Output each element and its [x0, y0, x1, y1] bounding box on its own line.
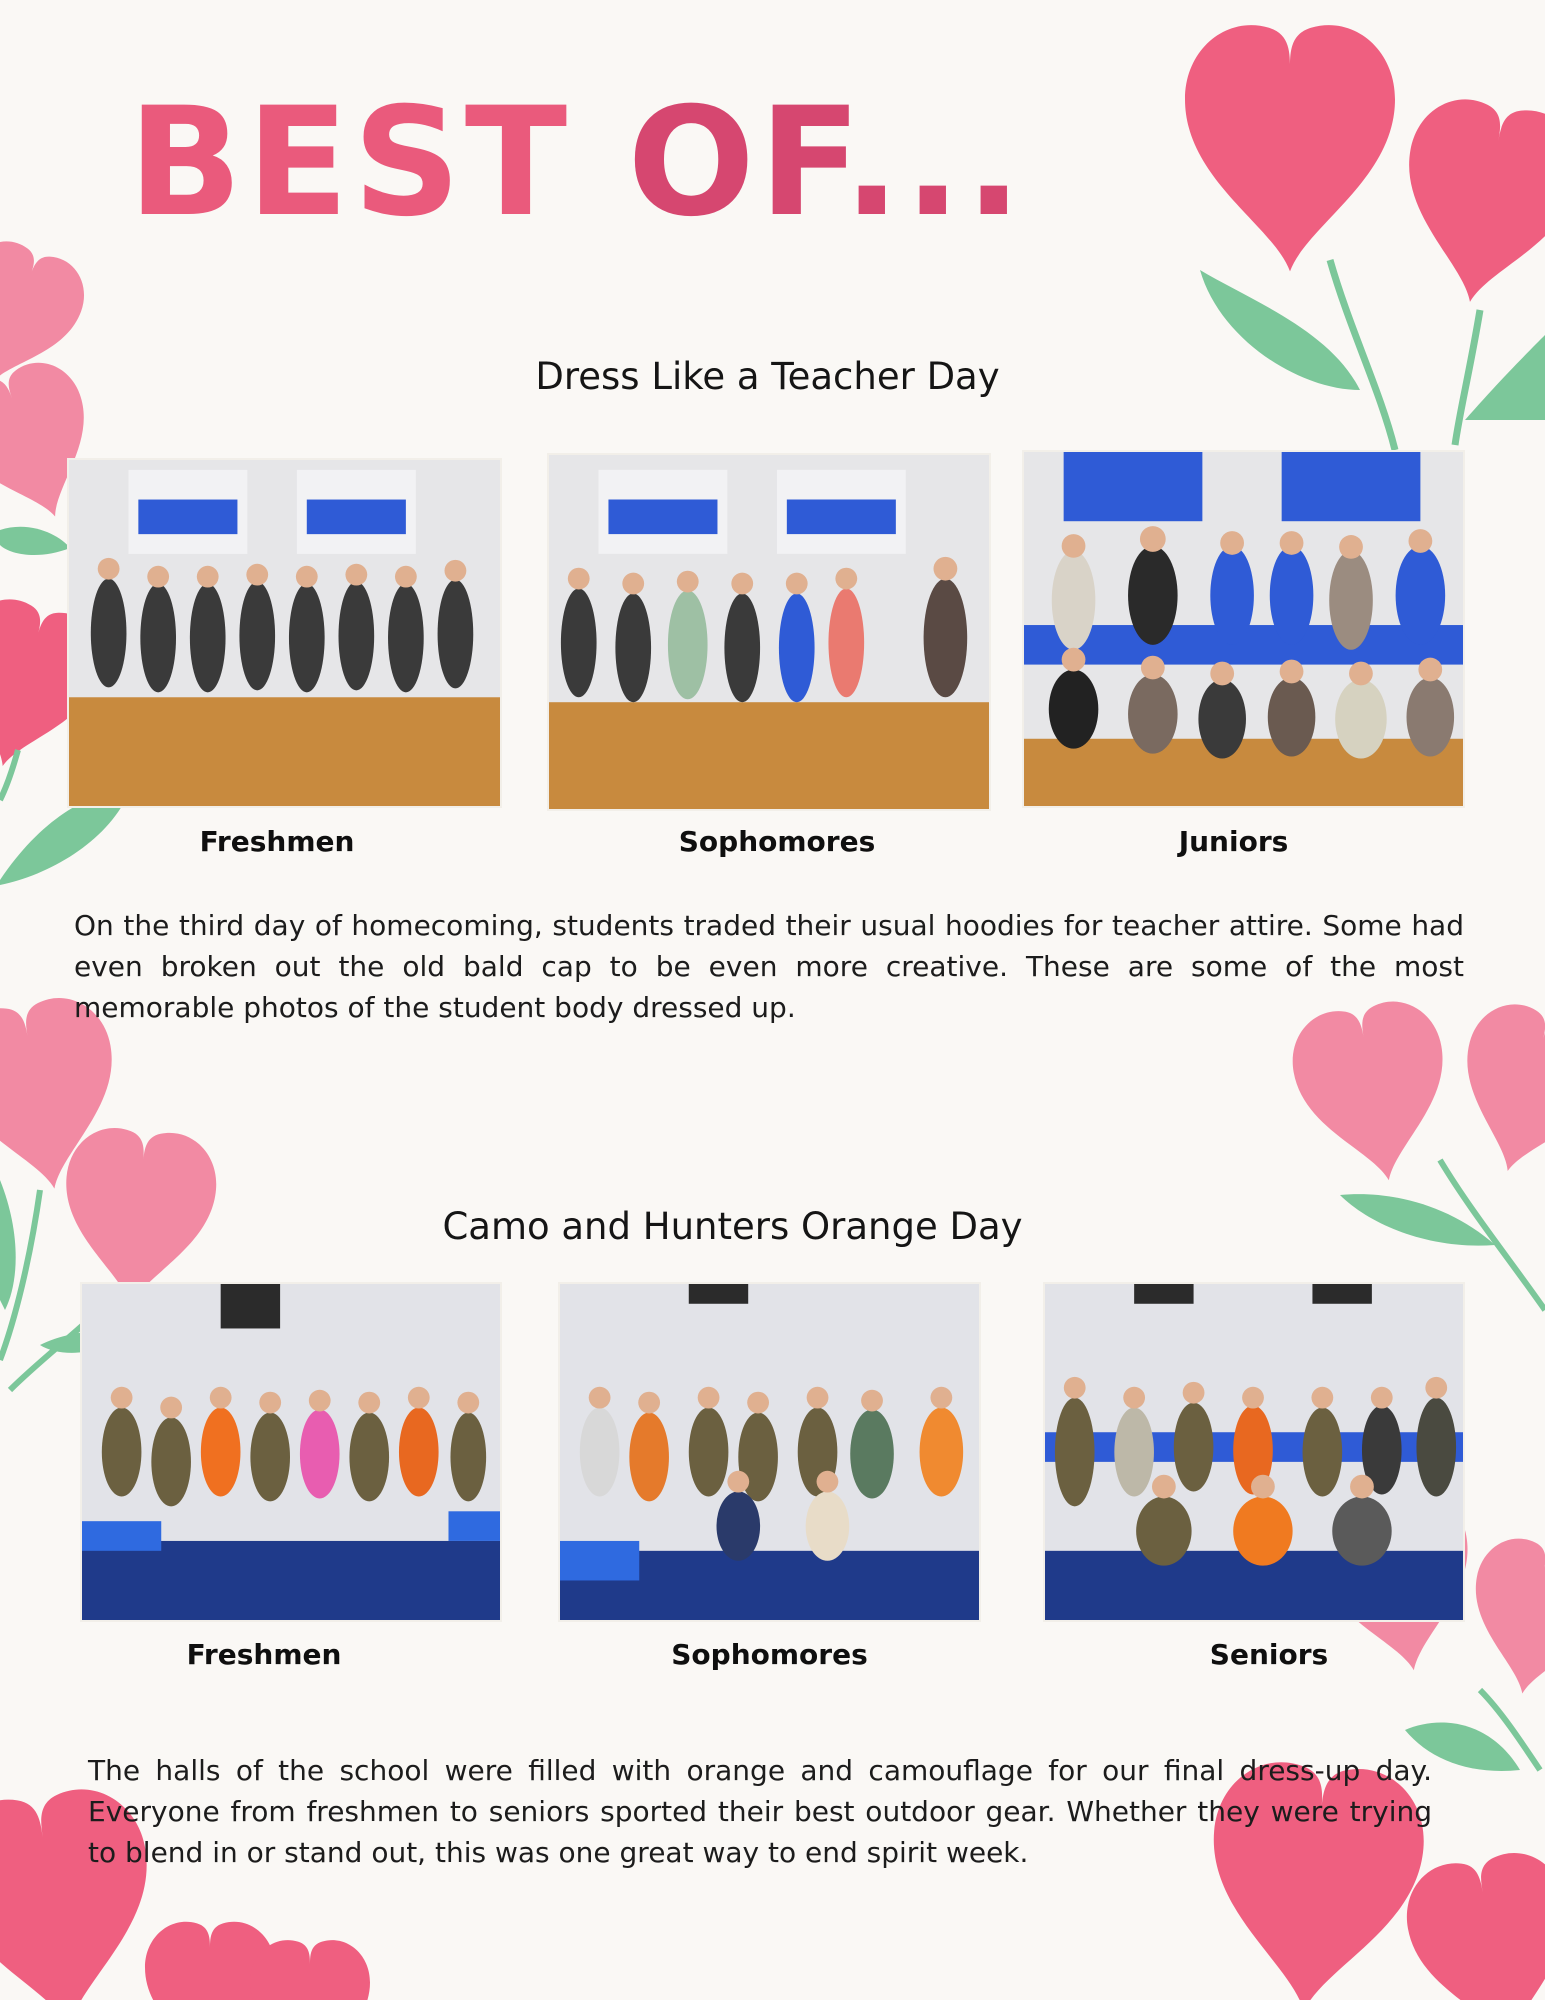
- caption-seniors-camo-day: Seniors: [1209, 1638, 1329, 1671]
- section-title-camo-day: Camo and Hunters Orange Day: [442, 1205, 1023, 1248]
- heart-icon: [1458, 1532, 1545, 1705]
- heart-icon: [1386, 91, 1545, 317]
- caption-juniors-teacher-day: Juniors: [1178, 825, 1289, 858]
- photo-sophomores-teacher-day: [547, 453, 991, 811]
- title-part2: OF...: [627, 76, 1027, 250]
- title-part1: BEST: [128, 76, 628, 250]
- section-title-teacher-day: Dress Like a Teacher Day: [535, 355, 1000, 398]
- photo-freshmen-camo-day: [80, 1282, 502, 1622]
- photo-juniors-teacher-day: [1022, 450, 1465, 808]
- page-title: [128, 76, 1027, 250]
- caption-freshmen-camo-day: Freshmen: [186, 1638, 342, 1671]
- camo-day-paragraph: The halls of the school were filled with orange and camouflage for our final dress-up day. Everyone from freshmen to seniors sported their best outdoor gear. Whether they were trying to blend in or stand out, this was one great way to end spirit week.: [88, 1754, 1432, 1869]
- photo-sophomores-camo-day: [558, 1282, 981, 1622]
- caption-sophomores-teacher-day: Sophomores: [678, 825, 876, 858]
- caption-freshmen-teacher-day: Freshmen: [199, 825, 355, 858]
- heart-icon: [250, 1940, 370, 2000]
- caption-sophomores-camo-day: Sophomores: [671, 1638, 868, 1671]
- heart-icon: [1185, 25, 1395, 271]
- photo-freshmen-teacher-day: [67, 458, 502, 808]
- photo-seniors-camo-day: [1043, 1282, 1465, 1622]
- teacher-day-paragraph: On the third day of homecoming, students traded their usual hoodies for teacher attire. Some had even broken out the old bald cap to be even more creative. These are some of the most memorable photos of the student body dressed up.: [74, 909, 1464, 1024]
